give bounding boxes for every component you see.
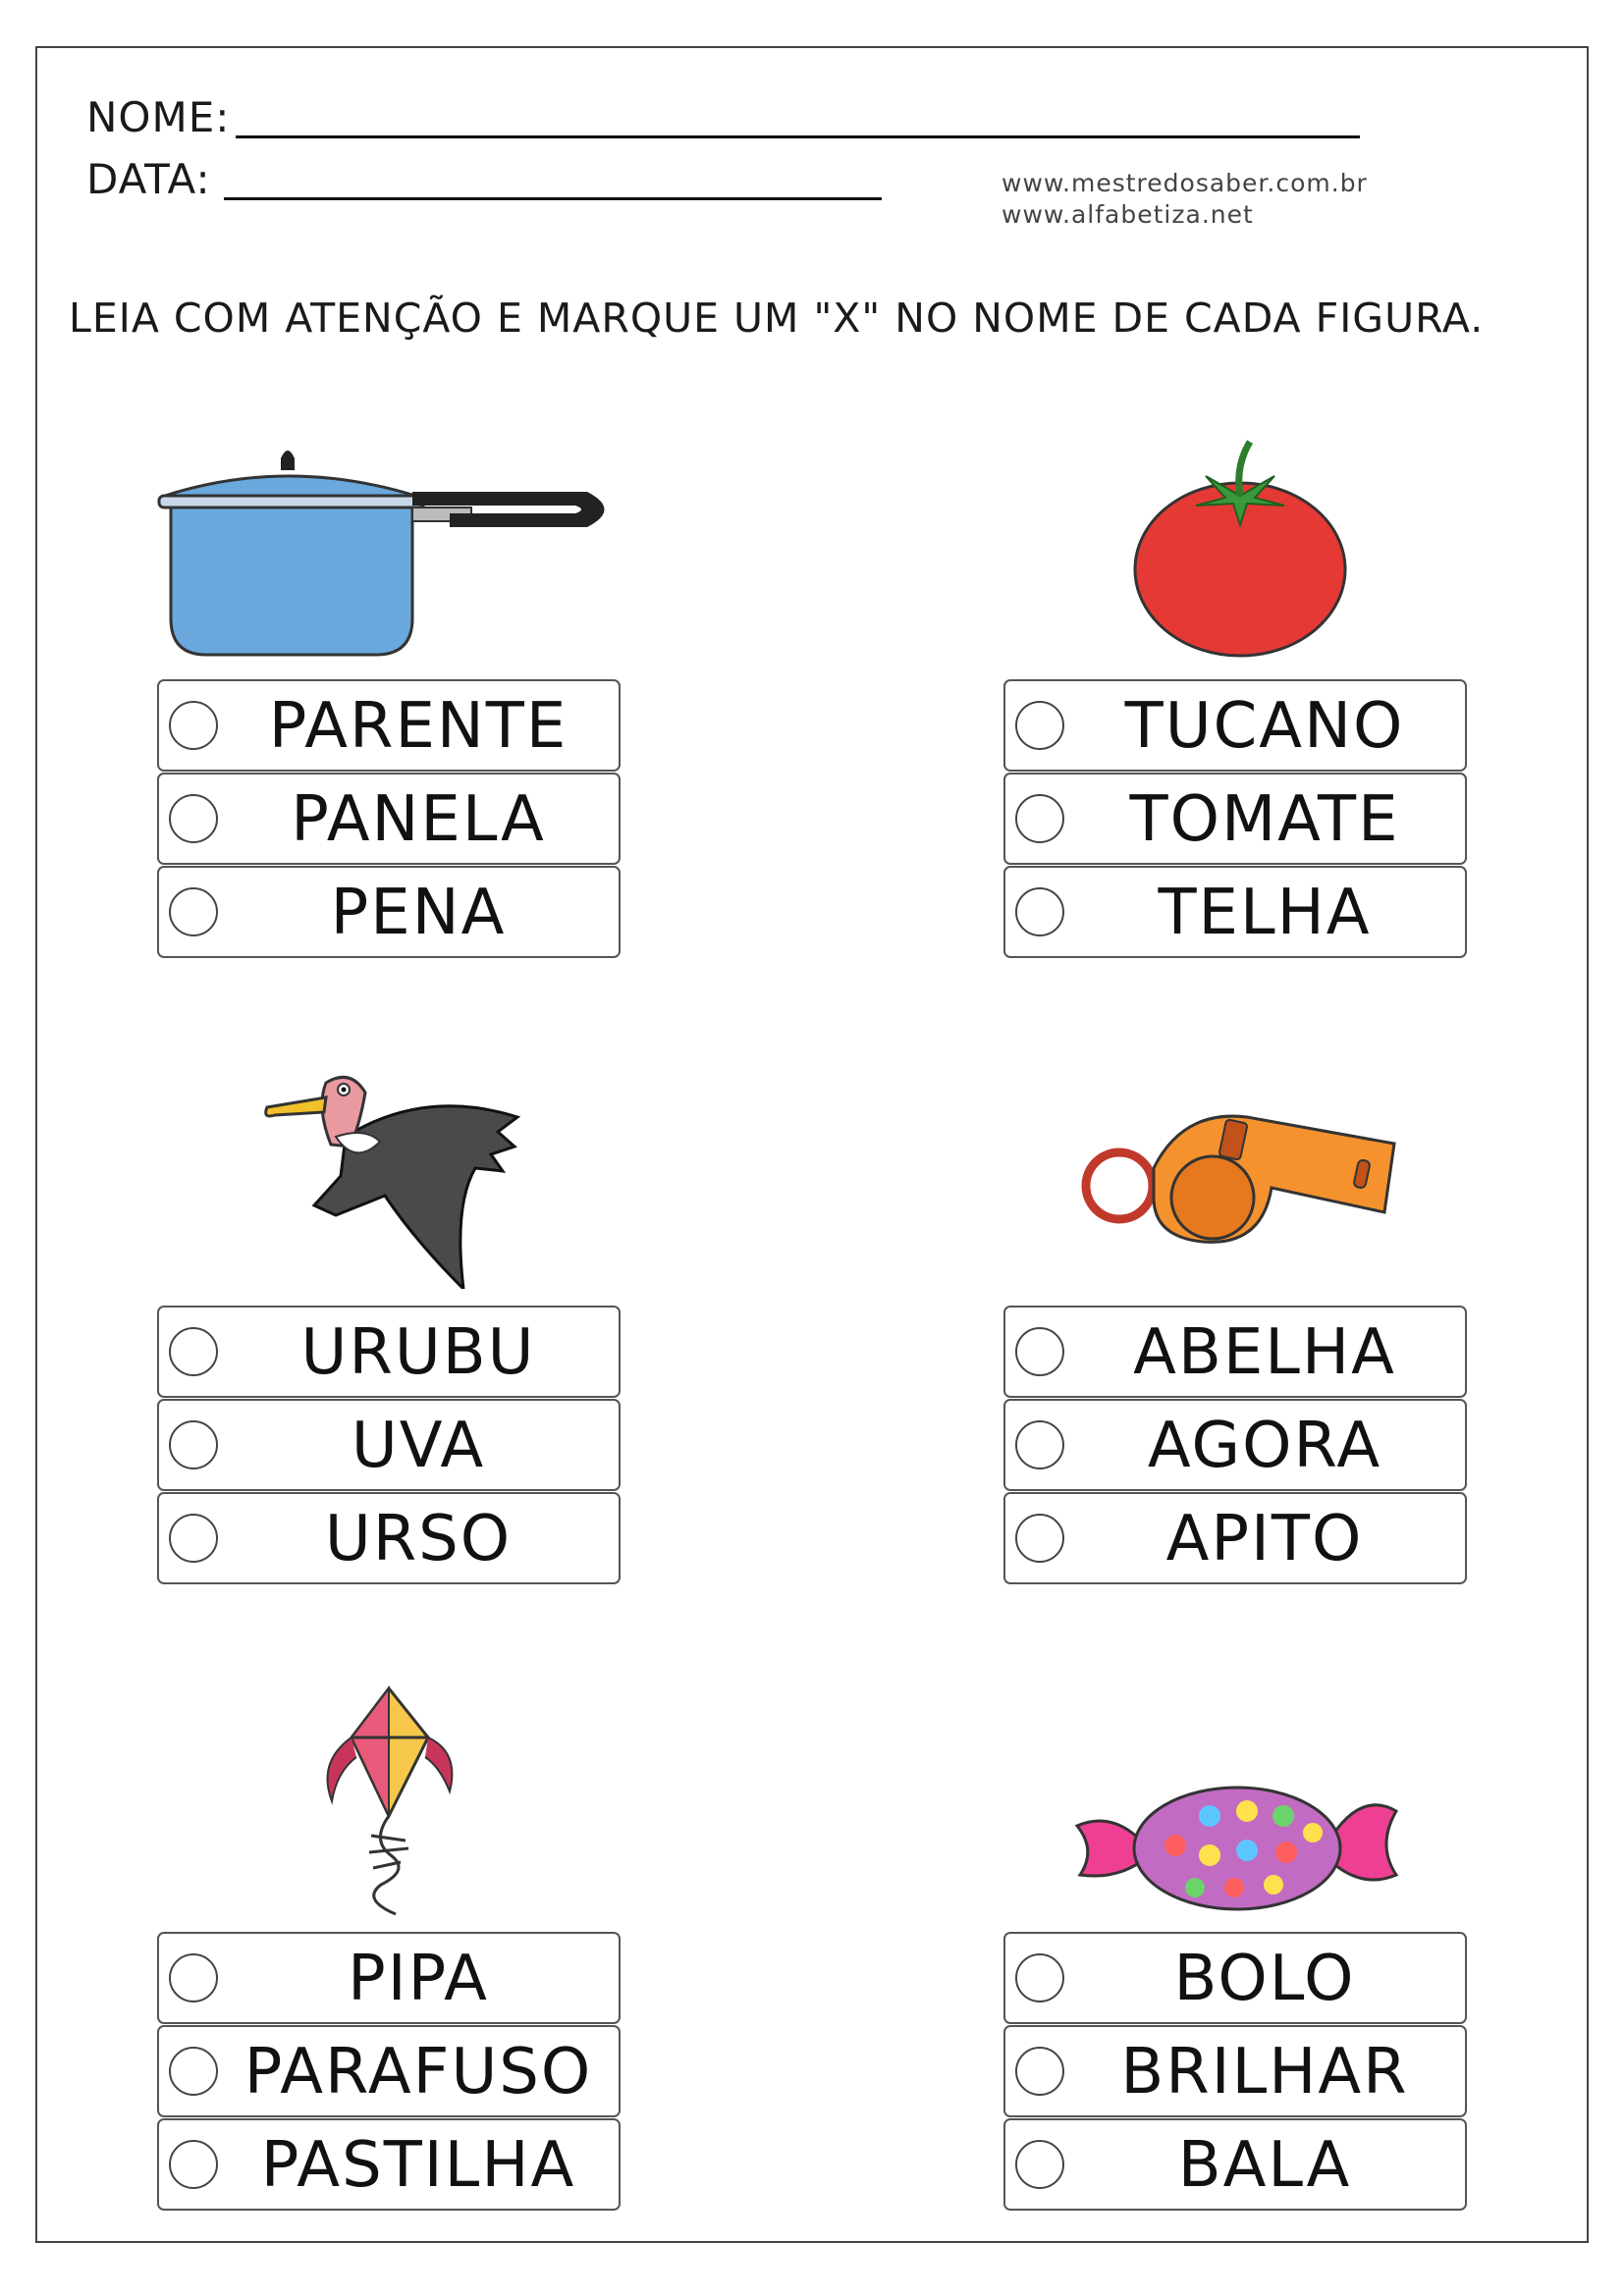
option-word: BRILHAR [1120, 2036, 1409, 2109]
radio-circle[interactable] [169, 2047, 218, 2096]
option-word: AGORA [1147, 1410, 1382, 1482]
option-word: TOMATE [1129, 783, 1400, 856]
option-row[interactable] [1003, 1932, 1467, 2024]
option-word: TUCANO [1124, 690, 1405, 763]
option-row[interactable] [157, 773, 621, 865]
option-row[interactable] [157, 1399, 621, 1491]
option-word: PENA [330, 877, 507, 949]
option-row[interactable] [1003, 866, 1467, 958]
option-word: ABELHA [1133, 1316, 1396, 1389]
option-word: UVA [351, 1410, 486, 1482]
radio-circle[interactable] [169, 701, 218, 750]
vulture-icon [257, 1058, 522, 1289]
radio-circle[interactable] [169, 2140, 218, 2189]
whistle-icon [1075, 1099, 1399, 1256]
radio-circle[interactable] [169, 1420, 218, 1469]
pressure-cooker-icon [155, 437, 631, 663]
option-row[interactable] [1003, 1399, 1467, 1491]
option-word: APITO [1165, 1503, 1364, 1575]
date-label: DATA: [86, 155, 211, 203]
instruction-text: LEIA COM ATENÇÃO E MARQUE UM "X" NO NOME DE CADA FIGURA. [69, 294, 1485, 342]
option-row[interactable] [1003, 1306, 1467, 1398]
option-row[interactable] [157, 1492, 621, 1584]
option-word: URUBU [300, 1316, 536, 1389]
radio-circle[interactable] [1015, 1953, 1064, 2002]
website-mestredosaber: www.mestredosaber.com.br [1001, 169, 1368, 197]
radio-circle[interactable] [169, 887, 218, 936]
option-word: PASTILHA [260, 2129, 576, 2202]
website-alfabetiza: www.alfabetiza.net [1001, 200, 1254, 229]
option-row[interactable] [157, 1932, 621, 2024]
options-figure-3 [157, 1306, 621, 1584]
option-row[interactable] [1003, 1492, 1467, 1584]
candy-icon [1072, 1772, 1401, 1924]
radio-circle[interactable] [169, 1514, 218, 1563]
options-figure-1 [157, 679, 621, 958]
radio-circle[interactable] [1015, 2140, 1064, 2189]
radio-circle[interactable] [1015, 887, 1064, 936]
radio-circle[interactable] [169, 1953, 218, 2002]
option-row[interactable] [157, 679, 621, 772]
option-row[interactable] [157, 2118, 621, 2211]
option-row[interactable] [1003, 773, 1467, 865]
radio-circle[interactable] [169, 794, 218, 843]
option-word: PIPA [348, 1943, 489, 2015]
tomato-icon [1127, 437, 1353, 663]
option-row[interactable] [1003, 2118, 1467, 2211]
radio-circle[interactable] [1015, 1420, 1064, 1469]
options-figure-4 [1003, 1306, 1467, 1584]
option-row[interactable] [157, 1306, 621, 1398]
name-input-line[interactable] [236, 135, 1360, 138]
kite-icon [312, 1683, 464, 1919]
option-word: PARENTE [268, 690, 568, 763]
options-figure-5 [157, 1932, 621, 2211]
option-word: PANELA [291, 783, 546, 856]
name-label: NOME: [86, 93, 231, 141]
option-row[interactable] [157, 866, 621, 958]
option-word: URSO [324, 1503, 513, 1575]
radio-circle[interactable] [1015, 701, 1064, 750]
options-figure-6 [1003, 1932, 1467, 2211]
option-row[interactable] [157, 2025, 621, 2117]
option-word: BALA [1177, 2129, 1352, 2202]
options-figure-2 [1003, 679, 1467, 958]
date-input-line[interactable] [224, 197, 882, 200]
option-row[interactable] [1003, 679, 1467, 772]
radio-circle[interactable] [1015, 1514, 1064, 1563]
option-row[interactable] [1003, 2025, 1467, 2117]
option-word: TELHA [1158, 877, 1372, 949]
option-word: PARAFUSO [244, 2036, 593, 2109]
radio-circle[interactable] [1015, 794, 1064, 843]
radio-circle[interactable] [1015, 1327, 1064, 1376]
radio-circle[interactable] [169, 1327, 218, 1376]
radio-circle[interactable] [1015, 2047, 1064, 2096]
option-word: BOLO [1173, 1943, 1356, 2015]
